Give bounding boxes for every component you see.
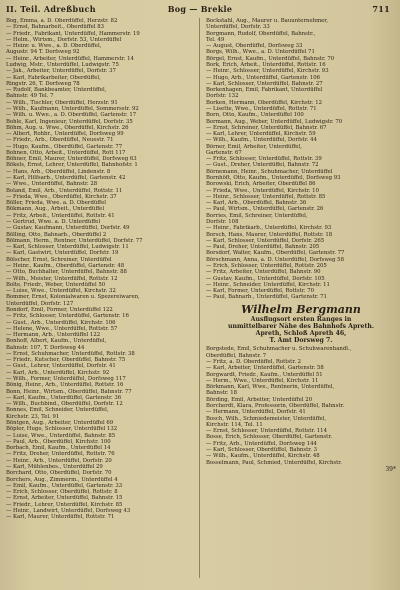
directory-entry: — Wilh. u. Wwe., a. D. Oberdüffel, Gartenstr. 17: [6, 112, 137, 119]
directory-entry: Borchers, Aug., Zimmerm., Unterdüffel 4: [6, 476, 118, 483]
directory-entry: — Fritz, a. D. Oberdüffel, Rottstr. 2: [206, 359, 302, 366]
directory-entry: — Luise, Wwe., Unterdüffel, Bahnstr. 85: [6, 432, 116, 439]
directory-entry: — Heinr., Arb., Unterdüffel, Dorfstr. 20: [6, 457, 112, 464]
directory-entry: Bosse, Erich, Schlosser, Oberdüffel, Gartenstr.: [206, 434, 332, 441]
directory-entry: Borbach, Emil, Kaufm., Unterdüffel 14: [6, 445, 111, 452]
directory-entry: — Wilh., Kaufm., Unterdüffel, Kirchstr. 48: [206, 453, 320, 460]
directory-entry: — Paul, Arb., Oberdüffel, Kirchstr. 100: [6, 438, 111, 445]
directory-entry: — Erich, Schlosser, Unterdüffel, Rottstr. 205: [206, 262, 327, 269]
directory-entry: — Karl, Lehrer, Unterdüffel, Kirchstr. 59: [206, 131, 316, 138]
directory-entry: Borries, Emil, Schreiner, Unterdüffel,: [206, 212, 308, 219]
directory-entry: Oberdüffel, Bahnstr. 7: [206, 352, 267, 359]
directory-entry: — Wilh., Meister, Unterdüffel, Rottstr. 12: [6, 275, 118, 282]
directory-entry: Ludwig, Mstr., Unterdüffel, Ludwigstr. 75: [6, 61, 119, 68]
directory-entry: Bondorf, Emil, Former, Unterdüffel 122: [6, 306, 113, 313]
right-column-entries-bottom: [206, 346, 396, 465]
directory-entry: — Heinr., Arbeiter, Unterdüffel, Hammerstr. 14: [6, 55, 134, 62]
directory-entry: Bork, Erich, Arbeit., Unterdüffel, Rottstr. 16: [206, 61, 326, 68]
directory-entry: — Herm., Wwe., Unterdüffel, Kirchstr. 11: [206, 377, 319, 384]
directory-entry: Bökmann, Aug., Arbeit., Unterdüffel: [6, 206, 105, 213]
directory-entry: — Karl, Schlosser, Oberdüffel, Bahnstr. 3: [206, 446, 318, 453]
directory-entry: Bohle, Karl, Ingenieur, Unterdüffel, Dorfstr. 35: [6, 118, 133, 125]
directory-entry: — Hugo, Arb., Unterdüffel, Gartenstr. 106: [206, 74, 321, 81]
directory-entry: Bahnstr. 107, T. Dorfsweg 44: [6, 344, 85, 351]
directory-entry: Ringstr. 26, T. Dorfsweg 78: [6, 80, 80, 87]
directory-entry: — Gust., Arb., Unterdüffel, Kirchstr. 106: [6, 319, 116, 326]
directory-entry: — Karl, Hilfsarb., Unterdüffel, Gartenstr. 42: [6, 175, 126, 182]
directory-entry: — Luise, Wwe., Unterdüffel, Kirchstr. 32: [6, 288, 116, 295]
directory-entry: — Gust., Lehrer, Unterdüffel, Dorfstr. 41: [6, 363, 116, 370]
directory-entry: — Karl, Arb., Unterdüffel, Kirchstr. 92: [6, 369, 110, 376]
directory-entry: Tel. 49: [206, 36, 225, 43]
directory-entry: Bosselmann, Paul, Schmied, Unterdüffel, Kirchstr.: [206, 459, 342, 466]
directory-entry: — Karl, Arb., Oberdüffel, Bahnstr. 36: [206, 200, 307, 207]
directory-entry: Gartenstr. 67: [206, 149, 242, 156]
directory-entry: — Paul, Bahnarb., Unterdüffel, Gartenstr. 71: [206, 294, 327, 301]
advertisement-title: Wilhelm Bergmann: [241, 302, 361, 316]
directory-entry: — Lisette, Wwe., Unterdüffel, Rottstr. 71: [206, 105, 317, 112]
directory-entry: — Karl, Kaufm., Unterdüffel, Gartenstr. 36: [6, 394, 122, 401]
directory-entry: — Karl, Schlosser, Unterdüffel, Bahnstr. 27: [206, 80, 323, 87]
directory-entry: Kirchstr. 114, Tel. 11: [206, 421, 263, 428]
directory-entry: — Gertrud, Wwe. a. D. Unterdüffel: [6, 219, 101, 225]
directory-entry: — Wilh., Buchbind., Oberdüffel, Dorfstr. 12: [6, 401, 123, 408]
directory-entry: — Paul, Dreher, Unterdüffel, Bahnstr. 205: [206, 244, 320, 251]
directory-entry: Borgmann, Rudolf, Oberdüffel, Bahnstr.,: [206, 30, 316, 37]
directory-entry: — Friedr., Kutscher, Oberdüffel, Bahnstr. 75: [6, 357, 126, 364]
directory-entry: Böller, Frieda, Wwe. a. D. Oberdüffel: [6, 200, 106, 207]
directory-entry: Böpler, Hugo, Schlosser, Unterdüffel 132: [6, 426, 118, 433]
directory-entry: Born, Otto, Kaufm., Unterdüffel 100: [206, 112, 304, 119]
directory-entry: — Wwe., Unterdüffel, Bahnstr. 28: [6, 181, 98, 188]
directory-entry: — Rudolf, Bankbeamter, Unterdüffel,: [6, 87, 107, 94]
directory-entry: — Karl, Schlosser, Unterdüffel, Dorfstr. 265: [206, 237, 325, 244]
directory-entry: — Helene, Wwe., Unterdüffel, Rottstr. 57: [6, 325, 118, 332]
directory-entry: Augustr. 94 T. Dorfsweg 92: [6, 49, 80, 56]
directory-entry: — Karl, Mühlenbes., Unterdüffel 29: [6, 463, 103, 470]
directory-entry: Borsch, Hans, Maurer, Unterdüffel, Rottstr. 18: [206, 231, 333, 238]
directory-entry: — Hermann, Arb., Unterdüffel 122: [6, 332, 101, 339]
directory-entry: — Heinr., Kaufm., Oberdüffel, Gartenstr. 48: [6, 262, 125, 269]
directory-entry: — Karl, Former, Unterdüffel, Rottstr. 70: [206, 288, 314, 295]
directory-entry: — Friedr., Fabrikant, Unterdüffel, Hammerstr. 19: [6, 30, 140, 37]
directory-entry: — Helm., Wirtsm., Dorfstr. 53, Unterdüffel: [6, 36, 122, 43]
directory-entry: Bönig, Heinr., Arb., Unterdüffel, Rottstr. 16: [6, 382, 124, 389]
directory-entry: — Hugo, Kaufm., Oberdüffel, Gartenstr. 77: [6, 143, 123, 150]
directory-entry: Bonhoff, Albert, Kaufm., Unterdüffel,: [6, 338, 107, 345]
directory-entry: Bormann, Aug., Weber, Unterdüffel, Ludwigstr. 70: [206, 118, 343, 125]
directory-entry: Böhner, Emil, Maurer, Unterdüffel, Dorfsweg 63: [6, 156, 137, 163]
directory-entry: Bölmann, Herm., Rentner, Unterdüffel, Dorfstr. 77: [6, 237, 143, 244]
directory-entry: — Erich, Schlosser, Oberdüffel, Rottstr. 8: [6, 489, 118, 496]
directory-entry: Unterdüffel, Dorfstr. 33: [206, 24, 270, 31]
directory-entry: — Fritz, Dreher, Unterdüffel, Rottstr. 76: [6, 451, 115, 458]
directory-entry: Bonnes, Emil, Schneider, Unterdüffel,: [6, 407, 109, 414]
header-center: Bog — Brekle: [167, 4, 233, 14]
signature-mark: 39*: [385, 465, 396, 473]
directory-entry: — Hermann, Unterdüffel, Dorfstr. 41: [206, 409, 306, 416]
directory-entry: — Frieda, Wwe., Unterdüffel, Kirchstr. 10: [206, 187, 319, 194]
advertisement-line: T. Amt Dorsweg 7.: [269, 337, 333, 345]
directory-entry: — Wilh., Kaufm., Unterdüffel, Dorfstr. 44: [206, 137, 317, 144]
directory-entry: — Jak., Arbeiter, Unterdüffel, Dorfstr. 37: [6, 68, 116, 75]
directory-entry: — Gustav, Kaufmann, Unterdüffel, Dorfstr. 49: [6, 225, 130, 232]
directory-entry: Bockstahl, Aug., Maurer u. Bauunternehmer,: [206, 18, 328, 24]
directory-entry: Borkenhagen, Emil, Fabrikant, Unterdüffel: [206, 87, 323, 94]
directory-entry: — Fritz, Arbeit., Unterdüffel, Rottstr. 41: [6, 212, 115, 219]
directory-entry: Borgwardt, Friedr., Kaufm., Unterdüffel 51: [206, 371, 323, 378]
directory-entry: Bog, Emma, a. D. Oberdüffel, Herzstr. 82: [6, 18, 118, 24]
directory-entry: Bölling, Otto, Bahnarb., Oberdüffel 2: [6, 231, 107, 238]
left-column: [6, 18, 195, 580]
directory-entry: Dorfstr. 132: [206, 93, 239, 100]
directory-entry: Böntgen, Aug., Arbeiter, Unterdüffel 69: [6, 420, 114, 426]
directory-entry: — Fritz, Schlosser, Unterdüffel, Rottstr. 39: [206, 156, 322, 163]
page-header: [6, 4, 394, 16]
directory-entry: — Gust., Dreher, Unterdüffel, Bahnstr. 72: [206, 162, 319, 169]
directory-entry: Borchard, Otto, Oberdüffel, Dorfstr. 70: [6, 470, 112, 477]
directory-entry: Dorfstr. 108: [206, 219, 239, 225]
directory-entry: Börschmann, Anna, a. D. Unterdüffel, Dorfsweg 58: [206, 256, 344, 263]
advertisement-line: Apreth, Schloß Apreth 46,: [255, 330, 347, 338]
directory-entry: Boland, Emil, Arb., Unterdüffel, Rottstr. 11: [6, 187, 123, 194]
advertisement-lines: [206, 316, 396, 345]
directory-entry: — Hans, Arb., Oberdüffel, Lindenstr. 8: [6, 168, 111, 175]
directory-entry: Bölscher, Ernst, Schreiner, Unterdüffel: [6, 256, 112, 263]
directory-entry: — August, Oberdüffel, Dorfsweg 33: [206, 43, 303, 50]
directory-entry: — Heinr., Fabrikarb., Unterdüffel, Kirchstr. 93: [206, 225, 332, 232]
directory-entry: — Ernst, Schlosser, Unterdüffel, Rottstr. 114: [206, 428, 327, 435]
directory-entry: — Frieda, Wwe., Oberdüffel, Kirchstr. 37: [6, 193, 117, 200]
directory-entry: — Heinr., Landwirt, Unterdüffel, Dorfsweg 43: [6, 507, 131, 514]
directory-entry: Unterdüffel, Dorfstr. 127: [6, 300, 74, 307]
directory-entry: — Wilh., Former, Unterdüffel, Dorfsweg 117: [6, 376, 126, 383]
directory-entry: — Ernst, Arbeiter, Unterdüffel, Bahnstr. 15: [6, 495, 123, 502]
directory-entry: Börgel, Ernst, Kaufm., Unterdüffel, Bahnstr. 70: [206, 55, 335, 62]
directory-entry: — Wilh., Tischler, Oberdüffel, Herzstr. 91: [6, 99, 118, 106]
directory-entry: — Friedr., Lehrer, Unterdüffel, Kirchstr. 85: [6, 501, 123, 508]
directory-entry: Börding, Emil, Arbeiter, Unterdüffel 20: [206, 396, 313, 403]
directory-entry: Bolte, Friedr., Weber, Unterdüffel 50: [6, 281, 106, 288]
directory-entry: — Karl, Maurer, Unterdüffel, Rottstr. 71: [6, 514, 115, 521]
advertisement: [206, 303, 396, 345]
directory-entry: — Ernst, Bahnarbeit., Oberdüffel 83: [6, 24, 105, 31]
directory-entry: — Karl, Schlosser, Unterdüffel, Ludwigstr. 11: [6, 244, 129, 251]
directory-entry: Borsdorf, Walter, Kaufm., Oberdüffel, Gartenstr. 77: [206, 250, 345, 257]
directory-entry: — Gustav, Kaufm., Unterdüffel, Dorfstr. 105: [206, 275, 325, 282]
directory-entry: Borcherdt, Klara, Professorin, Oberdüffel, Bahnstr.: [206, 403, 345, 409]
directory-entry: Börkmann, Karl, Wwe., Rentnerin, Unterdüffel,: [206, 384, 335, 391]
header-left: II. Teil. Adreßbuch: [6, 4, 96, 14]
directory-entry: Börner, Emil, Arbeiter, Unterdüffel,: [206, 143, 302, 150]
directory-entry: Bosch, Wilh., Schmiedemeister, Unterdüffel,: [206, 415, 327, 422]
directory-entry: Borgstede, Emil, Schuhmacher u. Schuhwarenhandl.,: [206, 346, 352, 353]
directory-entry: — Heinr. u. Wwe., a. D. Oberdüffel,: [6, 43, 102, 50]
directory-entry: — Heinr., Schlosser, Unterdüffel, Kirchstr. 93: [206, 68, 329, 75]
directory-entry: — Otto, Buchhalter, Unterdüffel, Bahnstr. 88: [6, 269, 127, 276]
directory-entry: — Friedr., Arb., Oberdüffel, Neuestr. 71: [6, 137, 114, 144]
directory-entry: Bahnstr. 49 Tel. 7: [6, 93, 54, 100]
directory-entry: — Ernst, Schuhmacher, Unterdüffel, Rottstr. 38: [6, 350, 135, 357]
directory-entry: — Emil, Kaufm., Unterdüffel, Gartenstr. 33: [6, 482, 123, 489]
directory-entry: Bornhöft, Otto, Kaufm., Unterdüffel, Dorfsweg 93: [206, 175, 341, 182]
directory-entry: — Paul, Wirtsm., Unterdüffel, Gartenstr. 26: [206, 206, 324, 213]
directory-entry: — Karl, Gastwirt, Unterdüffel, Dorfstr. 19: [6, 250, 119, 257]
directory-entry: Bonn, Heinr., Wirtsm., Oberdüffel, Bahnstr. 77: [6, 388, 132, 395]
directory-entry: Borgs, Wilh., Wwe., a. D. Unterdüffel 71: [206, 49, 315, 56]
directory-entry: Böhm, Aug. u. Wwe., Oberdüffel, Kirchstr. 26: [6, 124, 129, 131]
directory-entry: — Karl, Fabrikarbeiter, Oberdüffel,: [6, 74, 101, 81]
directory-entry: Borken, Hermann, Oberdüffel, Kirchstr. 12: [206, 99, 323, 106]
directory-entry: — Karl, Arbeiter, Unterdüffel, Gartenstr. 58: [206, 365, 324, 372]
directory-entry: Bommer, Ernst, Kolonialwaren u. Spezereiwaren,: [6, 294, 140, 301]
directory-entry: — Heinr., Schlosser, Unterdüffel, Rottstr. 85: [206, 193, 326, 200]
directory-entry: Bökels, Ernst, Lehrer, Unterdüffel, Bahnhofstr. 1: [6, 162, 138, 169]
directory-entry: — Fritz, Arbeiter, Unterdüffel, Bahnstr. 90: [206, 269, 321, 276]
directory-entry: Borowski, Erich, Arbeiter, Oberdüffel 86: [206, 181, 316, 188]
directory-entry: Börnemann, Heinr., Schuhmacher, Unterdüffel: [206, 168, 333, 175]
directory-entry: Kirchstr. 23, Tel. 91: [6, 413, 60, 420]
directory-entry: Bohnen, Otto, Arbeit., Unterdüffel, Rott 117: [6, 149, 126, 156]
right-column: [206, 18, 396, 580]
directory-entry: — Wilh., Kaufmann, Unterdüffel, Sommersstr. 92: [6, 105, 139, 112]
directory-entry: — Ernst, Schreiner, Unterdüffel, Bahnstr. 67: [206, 124, 327, 131]
page-number: 711: [372, 4, 390, 14]
advertisement-line: Ausflugsort ersten Ranges in: [250, 315, 352, 323]
advertisement-line: unmittelbarer Nähe des Bahnhofs Apreth.: [228, 322, 374, 330]
directory-entry: — Fritz, Arb., Unterdüffel, Dorfsweg 144: [206, 440, 317, 447]
right-column-entries-top: [206, 18, 396, 301]
directory-entry: — Fritz, Schlosser, Unterdüffel, Gartenstr. 16: [6, 313, 129, 320]
column-divider: [199, 18, 200, 578]
directory-entry: — Heinr., Schneider, Unterdüffel, Kirchstr. 11: [206, 281, 330, 288]
directory-entry: Bahnstr. 18: [206, 390, 238, 397]
directory-entry: — Albert, Rohbr., Unterdüffel, Dorfsweg 99: [6, 131, 124, 138]
